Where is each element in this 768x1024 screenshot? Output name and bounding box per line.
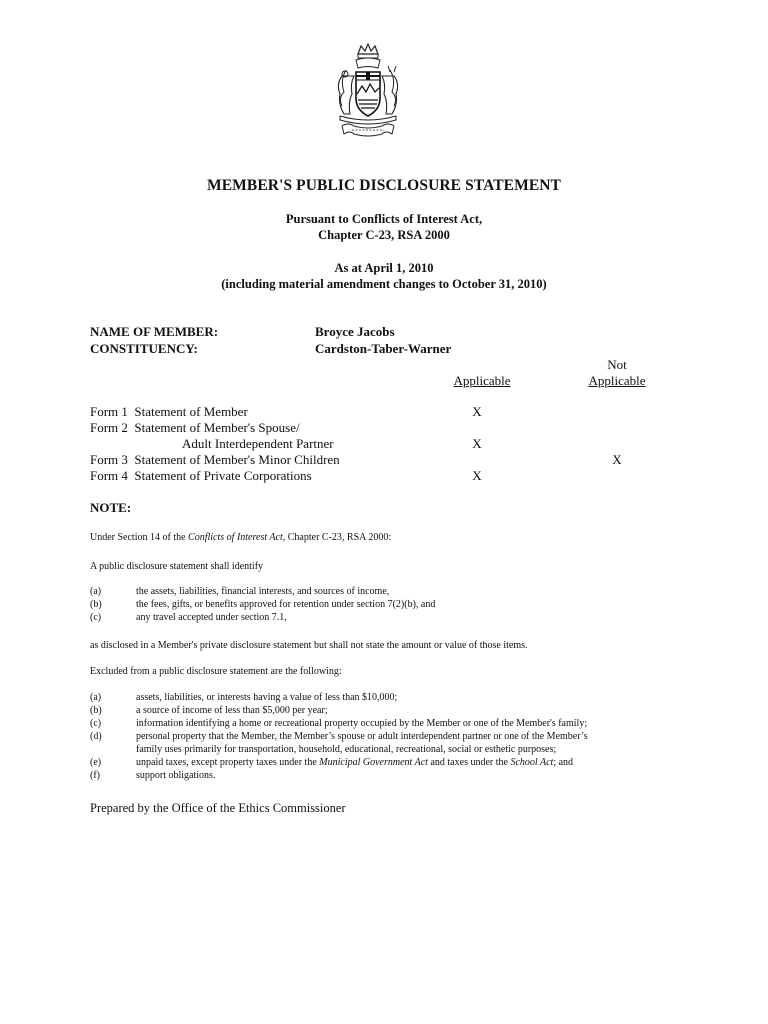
as-at-date: As at April 1, 2010 [334, 261, 434, 275]
list-letter: (a) [90, 692, 102, 703]
list-letter: (c) [90, 718, 102, 729]
list-item: personal property that the Member, the Member’s spouse or adult interdependent partner or one of the Member’s [136, 731, 588, 742]
list-item: the fees, gifts, or benefits approved for retention under section 7(2)(b), and [136, 599, 436, 610]
amendment-note: (including material amendment changes to October 31, 2010) [221, 277, 547, 291]
list-letter: (b) [90, 599, 102, 610]
constituency-label: CONSTITUENCY: [90, 341, 198, 356]
list-item: unpaid taxes, except property taxes under the Municipal Government Act and taxes under the School Act; and [136, 757, 574, 768]
constituency-value: Cardston-Taber-Warner [315, 341, 452, 356]
member-name-label: NAME OF MEMBER: [90, 324, 219, 339]
act-name: School Act [510, 757, 554, 768]
form-row-label: Form 2 Statement of Member's Spouse/ [90, 420, 300, 435]
not-applicable-mark: X [612, 452, 622, 467]
list-item: support obligations. [136, 770, 216, 781]
applicable-mark: X [472, 436, 482, 451]
applicable-header: Applicable [453, 373, 511, 388]
page-title: MEMBER'S PUBLIC DISCLOSURE STATEMENT [207, 177, 561, 194]
list-letter: (c) [90, 612, 102, 623]
list-item-continued: family uses primarily for transportation, household, educational, recreational, social or esthetic purposes; [136, 744, 557, 755]
form-row-label: Form 4 Statement of Private Corporations [90, 468, 312, 483]
act-name: Municipal Government Act [319, 757, 428, 768]
identify-text: A public disclosure statement shall identify [90, 561, 264, 572]
list-letter: (a) [90, 586, 102, 597]
member-name-value: Broyce Jacobs [315, 324, 395, 339]
applicable-mark: X [472, 468, 482, 483]
list-item: any travel accepted under section 7.1, [136, 612, 287, 623]
not-applicable-header-line2: Applicable [588, 373, 646, 388]
note-intro: Under Section 14 of the Conflicts of Interest Act, Chapter C-23, RSA 2000: [90, 532, 392, 543]
act-name: Conflicts of Interest Act [188, 532, 283, 543]
form-row-label: Form 1 Statement of Member [90, 404, 248, 419]
not-applicable-header-line1: Not [607, 357, 627, 372]
list-item: information identifying a home or recreational property occupied by the Member or one of the Member's family; [136, 718, 588, 729]
excluded-text: Excluded from a public disclosure statement are the following: [90, 666, 342, 677]
list-item: a source of income of less than $5,000 per year; [136, 705, 328, 716]
list-item: assets, liabilities, or interests having a value of less than $10,000; [136, 692, 398, 703]
applicable-mark: X [472, 404, 482, 419]
list-letter: (b) [90, 705, 102, 716]
coat-of-arms-icon [328, 40, 408, 140]
prepared-by: Prepared by the Office of the Ethics Commissioner [90, 801, 346, 815]
list-letter: (f) [90, 770, 100, 781]
list-letter: (d) [90, 731, 102, 742]
list-item: the assets, liabilities, financial interests, and sources of income, [136, 586, 390, 597]
list-letter: (e) [90, 757, 102, 768]
pursuant-line-1: Pursuant to Conflicts of Interest Act, [285, 212, 483, 226]
pursuant-line-2: Chapter C-23, RSA 2000 [318, 228, 450, 242]
note-heading: NOTE: [90, 500, 132, 515]
form-row-label: Form 3 Statement of Member's Minor Children [90, 452, 340, 467]
disclosed-text: as disclosed in a Member's private disclosure statement but shall not state the amount or value of those items. [90, 640, 528, 651]
form-row-label-continued: Adult Interdependent Partner [182, 436, 334, 451]
